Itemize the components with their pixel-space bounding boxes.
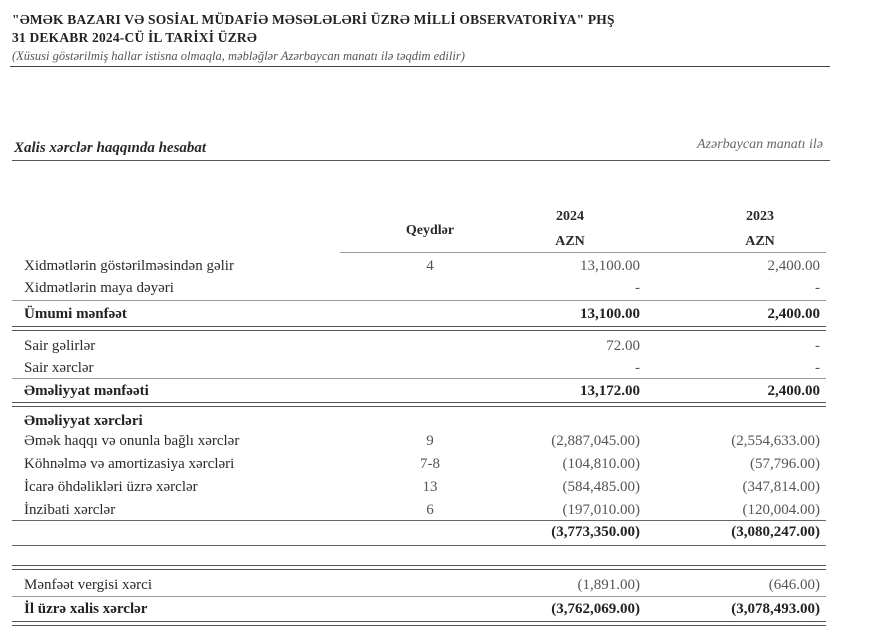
section-currency-note: Azərbaycan manatı ilə: [697, 137, 823, 152]
double-rule: [12, 402, 826, 407]
table-row-total: [0, 601, 881, 623]
table-row: [0, 456, 881, 478]
row-value-2024: (3,773,350.00): [551, 524, 640, 540]
column-header-notes: Qeydlər: [405, 223, 455, 238]
row-value-2024: (3,762,069.00): [551, 601, 640, 617]
row-label: Xidmətlərin maya dəyəri: [24, 280, 174, 296]
row-value-2024: 13,100.00: [580, 258, 640, 274]
row-label: Əmək haqqı və onunla bağlı xərclər: [24, 433, 240, 449]
row-value-2024: -: [635, 280, 640, 296]
row-value-2024: 13,172.00: [580, 383, 640, 399]
row-note: 4: [426, 258, 434, 274]
row-label: Köhnəlmə və amortizasiya xərcləri: [24, 456, 235, 472]
row-label: İnzibati xərclər: [24, 502, 116, 518]
row-label: Sair xərclər: [24, 360, 94, 376]
row-note: 13: [422, 479, 438, 495]
double-rule: [12, 565, 826, 570]
row-value-2024: (584,485.00): [562, 479, 640, 495]
row-note: 6: [426, 502, 434, 518]
row-label: Sair gəlirlər: [24, 338, 96, 354]
row-value-2024: (197,010.00): [562, 502, 640, 518]
row-value-2024: (104,810.00): [562, 456, 640, 472]
row-value-2024: -: [635, 360, 640, 376]
row-label: Mənfəət vergisi xərci: [24, 577, 153, 593]
row-value-2023: (3,078,493.00): [731, 601, 820, 617]
row-value-2023: -: [815, 360, 820, 376]
row-value-2023: (646.00): [768, 577, 820, 593]
row-label: İl üzrə xalis xərclər: [24, 601, 148, 617]
table-row-total: [0, 524, 881, 546]
row-label: İcarə öhdəlikləri üzrə xərclər: [24, 479, 198, 495]
row-label: Əməliyyat xərcləri: [24, 413, 143, 429]
row-value-2024: 72.00: [606, 338, 640, 354]
row-value-2024: (1,891.00): [577, 577, 640, 593]
row-value-2024: (2,887,045.00): [551, 433, 640, 449]
column-header-2023: 2023: [746, 209, 774, 224]
column-header-2024: 2024: [556, 209, 584, 224]
row-rule: [12, 378, 826, 379]
row-value-2023: 2,400.00: [767, 258, 820, 274]
table-row-subtotal: [0, 306, 881, 328]
report-date: 31 DEKABR 2024-CÜ İL TARİXİ ÜZRƏ: [12, 30, 258, 45]
header-rule: [10, 66, 830, 67]
table-row: [0, 479, 881, 501]
table-row: [0, 338, 881, 360]
row-value-2023: -: [815, 338, 820, 354]
row-note: 9: [426, 433, 434, 449]
row-note: 7-8: [420, 456, 440, 472]
row-value-2024: 13,100.00: [580, 306, 640, 322]
row-value-2023: (57,796.00): [750, 456, 820, 472]
row-value-2023: 2,400.00: [767, 306, 820, 322]
table-row: [0, 258, 881, 280]
section-rule: [12, 160, 830, 161]
table-row: [0, 280, 881, 302]
row-value-2023: (2,554,633.00): [731, 433, 820, 449]
section-title: Xalis xərclər haqqında hesabat: [14, 140, 207, 156]
double-rule: [12, 326, 826, 331]
column-header-2023-currency: AZN: [745, 234, 775, 249]
row-label: Əməliyyat mənfəəti: [24, 383, 149, 399]
row-value-2023: -: [815, 280, 820, 296]
column-header-rule: [340, 252, 826, 253]
double-rule: [12, 621, 826, 626]
row-value-2023: 2,400.00: [767, 383, 820, 399]
row-label: Ümumi mənfəət: [24, 306, 127, 322]
entity-title: "ƏMƏK BAZARI VƏ SOSİAL MÜDAFİƏ MƏSƏLƏLƏRİ ÜZRƏ MİLLİ OBSERVATORİYA" PHŞ: [12, 12, 615, 27]
row-value-2023: (120,004.00): [742, 502, 820, 518]
row-value-2023: (3,080,247.00): [731, 524, 820, 540]
row-value-2023: (347,814.00): [742, 479, 820, 495]
row-rule: [12, 596, 826, 597]
row-label: Xidmətlərin göstərilməsindən gəlir: [24, 258, 234, 274]
section-heading-row: [0, 413, 881, 435]
row-rule: [12, 545, 826, 546]
column-header-2024-currency: AZN: [555, 234, 585, 249]
currency-disclaimer: (Xüsusi göstərilmiş hallar istisna olmaqla, məbləğlər Azərbaycan manatı ilə təqdim edilir): [12, 49, 465, 63]
row-rule: [12, 300, 826, 301]
row-rule: [12, 520, 826, 521]
table-row: [0, 433, 881, 455]
